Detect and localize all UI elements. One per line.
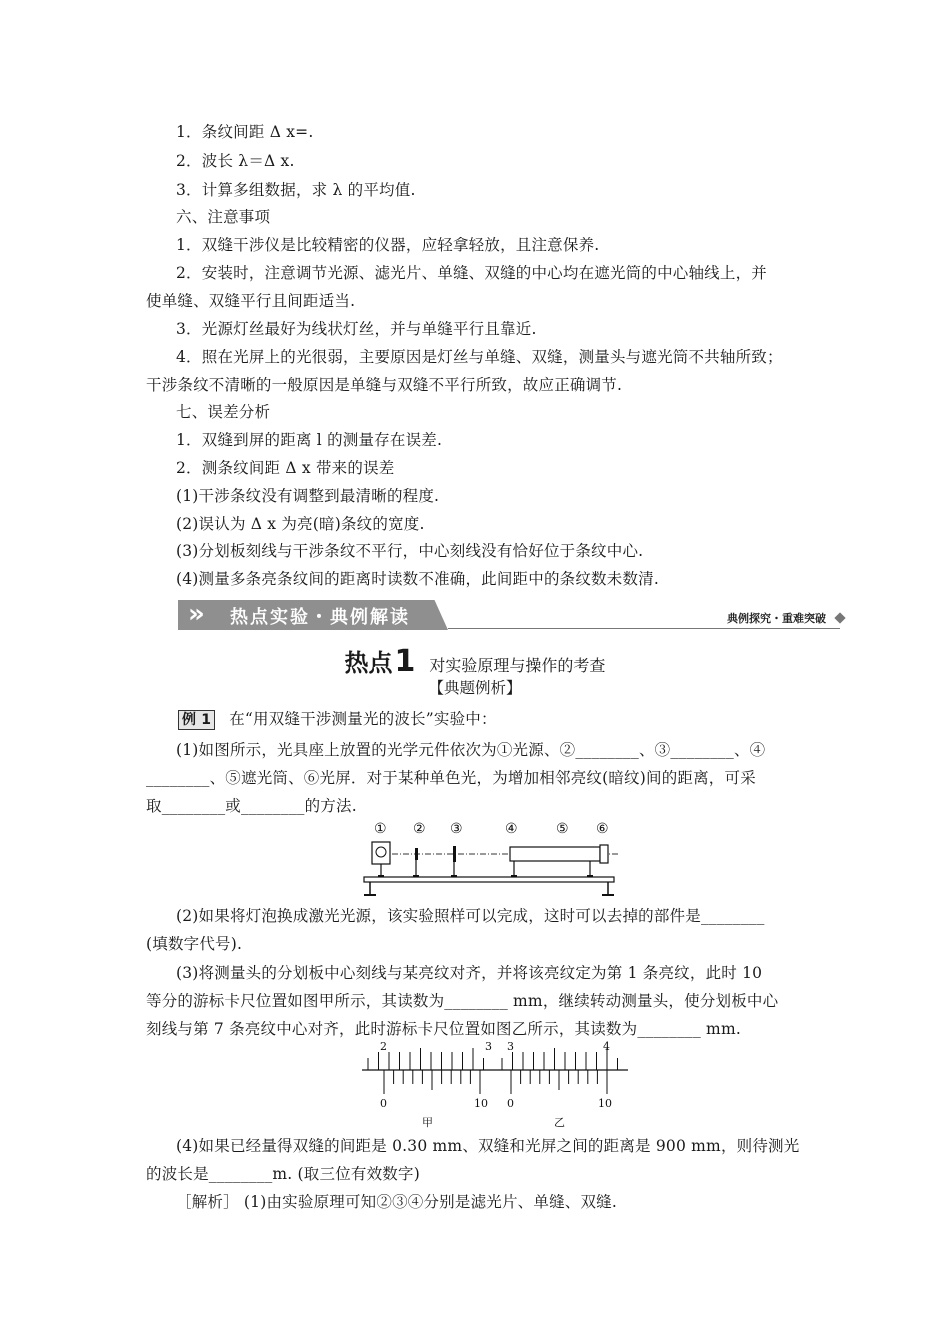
- question-2-line-2: (填数字代号).: [146, 935, 243, 953]
- hotspot-heading: [0, 643, 950, 679]
- note-4-line-2: 干涉条纹不清晰的一般原因是单缝与双缝不平行所致，故应正确调节.: [146, 376, 623, 394]
- apparatus-label-5: ⑤: [556, 821, 569, 837]
- vernier-calipers-diagram: [356, 1040, 636, 1132]
- formula-average: 3．计算多组数据，求 λ 的平均值.: [176, 181, 416, 199]
- apparatus-label-1: ①: [374, 821, 387, 837]
- note-2-line-1: 2．安装时，注意调节光源、滤光片、单缝、双缝的中心均在遮光筒的中心轴线上，并: [176, 264, 767, 282]
- note-1: 1．双缝干涉仪是比较精密的仪器，应轻拿轻放，且注意保养.: [176, 236, 600, 254]
- apparatus-diagram: [358, 818, 628, 900]
- jia-scale-ticks: [368, 1048, 484, 1094]
- example-intro-line: [178, 709, 497, 730]
- section-label: 【典题例析】: [428, 679, 522, 697]
- error-2-4: (4)测量多条亮条纹间的距离时读数不准确，此间距中的条纹数未数清.: [176, 570, 659, 588]
- notes-heading: 六、注意事项: [176, 208, 271, 226]
- apparatus-label-6: ⑥: [596, 821, 609, 837]
- jia-caption: 甲: [422, 1116, 433, 1129]
- apparatus-label-2: ②: [413, 821, 426, 837]
- section-banner: [178, 598, 848, 632]
- apparatus-label-3: ③: [450, 821, 463, 837]
- question-1-line-3: 取________或________的方法.: [146, 797, 357, 815]
- question-3-line-2: 等分的游标卡尺位置如图甲所示，其读数为________ mm，继续转动测量头，使分划板中心: [146, 992, 779, 1010]
- question-4-line-2: 的波长是________m. (取三位有效数字): [146, 1165, 420, 1183]
- hotspot-label: 热点: [344, 649, 393, 677]
- question-1-line-1: (1)如图所示，光具座上放置的光学元件依次为①光源、②________、③________、④: [176, 741, 766, 759]
- light-shield-tube: [510, 847, 600, 861]
- yi-main-right: 4: [603, 1040, 610, 1053]
- bulb-icon: [376, 847, 386, 857]
- question-3-line-3: 刻线与第 7 条亮纹中心对齐，此时游标卡尺位置如图乙所示，其读数为________ mm.: [146, 1020, 741, 1038]
- note-3: 3．光源灯丝最好为线状灯丝，并与单缝平行且靠近.: [176, 320, 537, 338]
- error-2-3: (3)分划板刻线与干涉条纹不平行，中心刻线没有恰好位于条纹中心.: [176, 542, 644, 560]
- errors-heading: 七、误差分析: [176, 403, 271, 421]
- yi-vernier-right: 10: [598, 1097, 612, 1110]
- hotspot-subtitle: 对实验原理与操作的考查: [429, 656, 606, 675]
- chevron-right-icon: »: [188, 599, 195, 629]
- question-4-line-1: (4)如果已经量得双缝的间距是 0.30 mm、双缝和光屏之间的距离是 900 mm，则待测光: [176, 1137, 800, 1155]
- error-1: 1．双缝到屏的距离 l 的测量存在误差.: [176, 431, 443, 449]
- light-source-box: [372, 842, 390, 864]
- jia-main-left: 2: [380, 1040, 387, 1053]
- jia-vernier-right: 10: [474, 1097, 488, 1110]
- question-3-line-1: (3)将测量头的分划板中心刻线与某亮纹对齐，并将该亮纹定为第 1 条亮纹，此时 10: [176, 964, 763, 982]
- formula-wavelength: 2．波长 λ＝Δ x.: [176, 152, 295, 170]
- yi-main-left: 3: [507, 1040, 514, 1053]
- yi-vernier-left: 0: [507, 1097, 514, 1110]
- question-2-line-1: (2)如果将灯泡换成激光光源，该实验照样可以完成，这时可以去掉的部件是________: [176, 907, 765, 925]
- banner-title: 热点实验・典例解读: [230, 607, 410, 628]
- formula-fringe-spacing: 1．条纹间距 Δ x=.: [176, 123, 314, 141]
- banner-divider: [448, 628, 840, 629]
- analysis-line: ［解析］ (1)由实验原理可知②③④分别是滤光片、单缝、双缝.: [176, 1193, 618, 1211]
- yi-scale-ticks: [502, 1048, 618, 1094]
- example-badge: 例 1: [178, 710, 215, 730]
- note-2-line-2: 使单缝、双缝平行且间距适当.: [146, 292, 356, 310]
- single-slit-element: [453, 846, 456, 862]
- question-1-line-2: ________、⑤遮光筒、⑥光屏．对于某种单色光，为增加相邻亮纹(暗纹)间的距离，可采: [146, 769, 756, 787]
- error-2: 2．测条纹间距 Δ x 带来的误差: [176, 459, 395, 477]
- jia-main-right: 3: [485, 1040, 492, 1053]
- screen-element: [600, 845, 608, 863]
- yi-caption: 乙: [554, 1116, 565, 1129]
- jia-vernier-left: 0: [380, 1097, 387, 1110]
- filter-element: [415, 848, 418, 860]
- diamond-icon: [834, 612, 845, 623]
- banner-subtitle: 典例探究・重难突破: [727, 612, 826, 625]
- error-2-2: (2)误认为 Δ x 为亮(暗)条纹的宽度.: [176, 515, 425, 533]
- optical-bench: [364, 877, 614, 882]
- example-intro: 在“用双缝干涉测量光的波长”实验中：: [229, 710, 497, 728]
- hotspot-number: 1: [394, 644, 416, 679]
- error-2-1: (1)干涉条纹没有调整到最清晰的程度.: [176, 487, 440, 505]
- note-4-line-1: 4．照在光屏上的光很弱，主要原因是灯丝与单缝、双缝，测量头与遮光筒不共轴所致；: [176, 348, 783, 366]
- apparatus-label-4: ④: [505, 821, 518, 837]
